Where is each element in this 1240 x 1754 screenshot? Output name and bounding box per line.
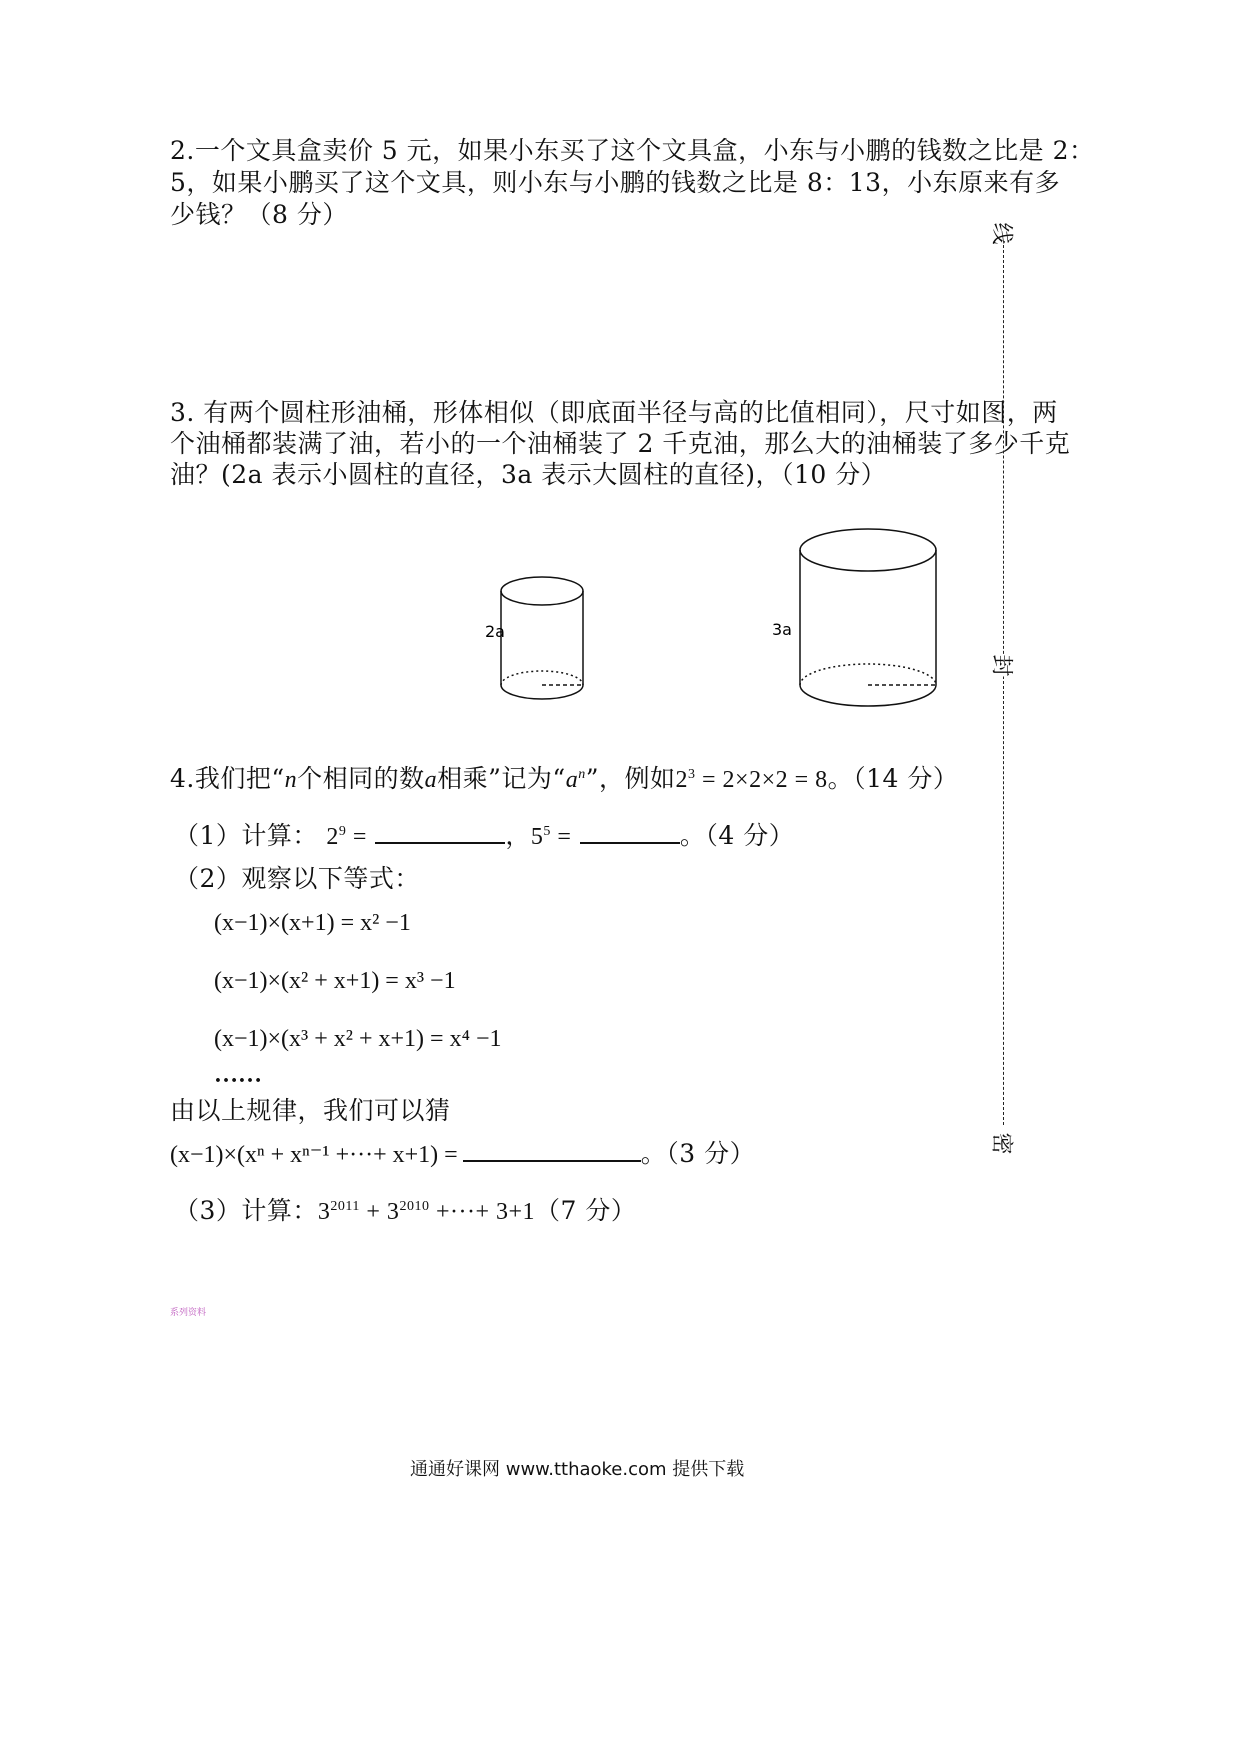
- q4-general-expr: (x−1)×(xⁿ + xⁿ⁻¹ +···+ x+1) =: [170, 1142, 458, 1168]
- q4-p1-answer-blank-a[interactable]: [375, 822, 505, 844]
- page-footer: 通通好课网 www.tthaoke.com 提供下载: [410, 1459, 745, 1480]
- large-cylinder-label: 3a: [772, 620, 792, 639]
- q4-example-exp: 3: [688, 767, 696, 782]
- binding-label-bottom: 密: [988, 1132, 1019, 1154]
- q4-p3-exp-b: 2010: [399, 1199, 430, 1214]
- q4-p1-prefix: （1）计算：: [174, 821, 318, 850]
- q4-p3-rest: +···+ 3+1: [429, 1199, 536, 1225]
- q4-part3: [174, 1198, 636, 1224]
- q2-line3: 少钱？（8 分）: [170, 200, 348, 229]
- cylinders-figure: [470, 525, 970, 730]
- q4-p3-base-a: 3: [317, 1199, 331, 1225]
- q4-equation-1: (x−1)×(x+1) = x² −1: [214, 910, 411, 936]
- q4-intro-b: 个相同的数: [297, 764, 425, 793]
- q4-pow-base: a: [565, 767, 579, 793]
- q4-general-answer-blank[interactable]: [463, 1140, 641, 1162]
- q4-example-rest: = 2×2×2 = 8: [695, 767, 828, 793]
- large-cylinder: [800, 529, 936, 706]
- watermark-text: 系列资料: [170, 1308, 207, 1318]
- q4-p3-end: （7 分）: [535, 1196, 637, 1225]
- q4-p1-a-exp: 9: [338, 824, 347, 839]
- binding-label-top: 线: [988, 222, 1019, 244]
- q4-p3-prefix: （3）计算：: [174, 1196, 318, 1225]
- q4-part1: [174, 822, 794, 849]
- small-cylinder-label: 2a: [485, 622, 505, 641]
- q4-intro-d: ”，例如: [585, 764, 676, 793]
- q4-general-end: 。（3 分）: [640, 1139, 756, 1168]
- q4-equation-3: (x−1)×(x³ + x² + x+1) = x⁴ −1: [214, 1026, 502, 1052]
- q4-p1-sep: ，: [505, 821, 531, 850]
- q4-p1-eq-b: =: [550, 824, 572, 850]
- q4-guess: 由以上规律，我们可以猜: [170, 1096, 451, 1125]
- q4-p3-exp-a: 2011: [330, 1199, 360, 1214]
- q4-p2-title: （2）观察以下等式：: [174, 864, 420, 893]
- q4-example-base: 2: [675, 767, 688, 793]
- q2-line1: 2.一个文具盒卖价 5 元，如果小东买了这个文具盒，小东与小鹏的钱数之比是 2：: [170, 136, 1095, 165]
- q4-p1-end: 。（4 分）: [679, 821, 795, 850]
- q3-line3: 油？(2a 表示小圆柱的直径，3a 表示大圆柱的直径)，（10 分）: [170, 460, 887, 489]
- q4-equation-2: (x−1)×(x² + x+1) = x³ −1: [214, 968, 456, 994]
- q3-line1: 3. 有两个圆柱形油桶，形体相似（即底面半径与高的比值相同），尺寸如图，两: [170, 398, 1058, 427]
- q4-p3-mid: + 3: [359, 1199, 400, 1225]
- q4-dots: ……: [214, 1062, 262, 1088]
- q4-p1-answer-blank-b[interactable]: [580, 822, 680, 844]
- q4-p1-eq-a: =: [346, 824, 367, 850]
- q4-p1-a-base: 2: [326, 824, 339, 850]
- q4-general-line: [170, 1140, 755, 1169]
- q4-pow-exp: n: [578, 767, 586, 782]
- q3-line2: 个油桶都装满了油，若小的一个油桶装了 2 千克油，那么大的油桶装了多少千克: [170, 429, 1071, 458]
- q4-intro-e: 。（14 分）: [827, 764, 959, 793]
- q4-intro: [170, 766, 958, 792]
- binding-line: [1003, 245, 1004, 1125]
- q4-var-a: a: [424, 767, 438, 793]
- q4-p1-b-exp: 5: [543, 824, 551, 839]
- binding-label-middle: 封: [988, 654, 1019, 676]
- q4-intro-a: 4.我们把“: [170, 764, 285, 793]
- q4-p1-b-base: 5: [530, 824, 544, 850]
- small-cylinder: [501, 577, 583, 699]
- q4-var-n: n: [284, 767, 298, 793]
- q2-line2: 5，如果小鹏买了这个文具，则小东与小鹏的钱数之比是 8：13，小东原来有多: [170, 168, 1061, 197]
- q4-intro-c: 相乘”记为“: [437, 764, 566, 793]
